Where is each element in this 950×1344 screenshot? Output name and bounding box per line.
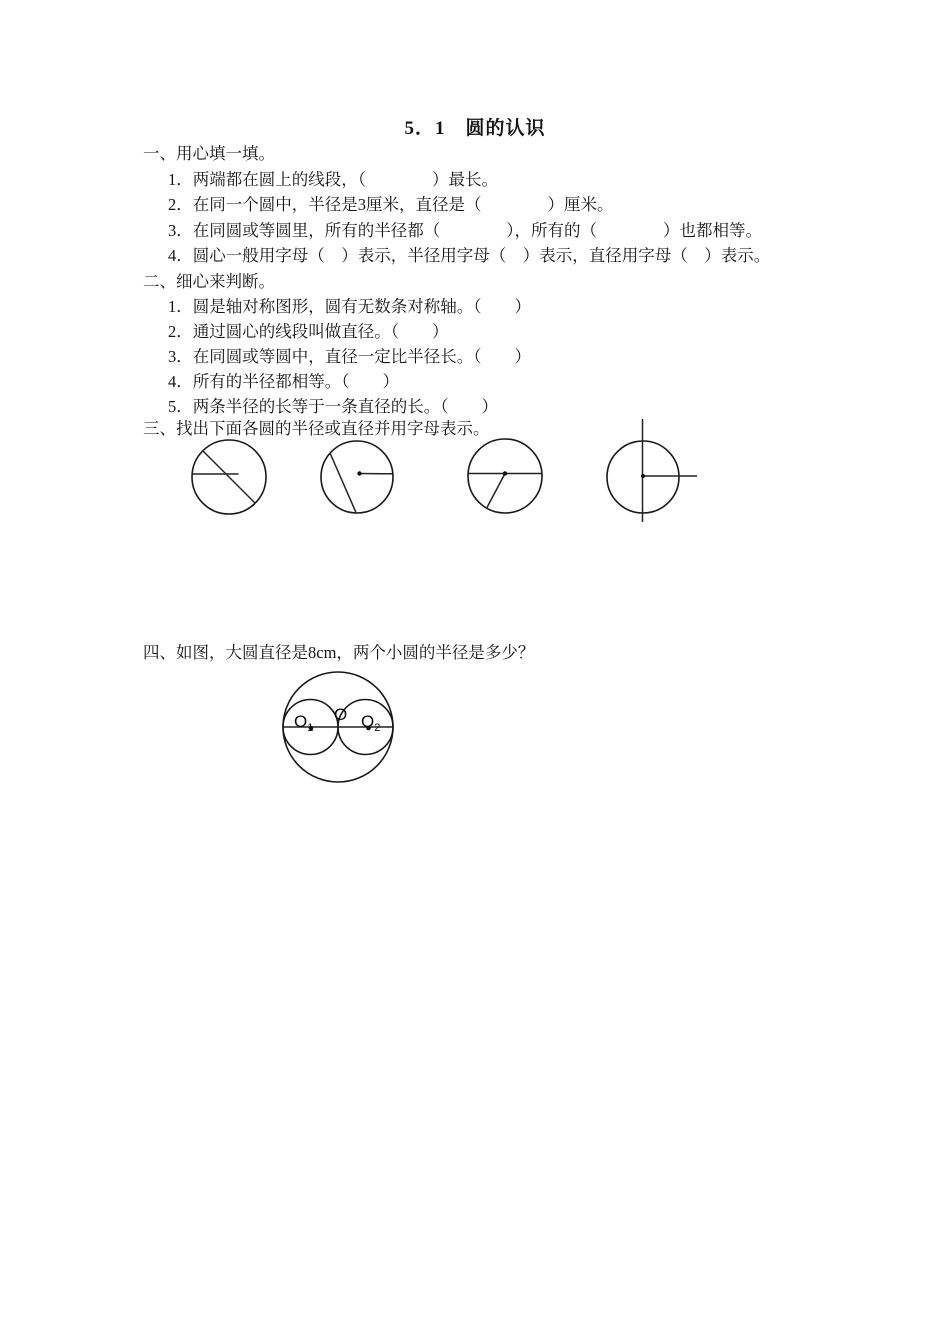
label-o1-base: O <box>294 712 308 731</box>
section-2-item-1: 1．圆是轴对称图形，圆有无数条对称轴。（ ） <box>168 297 531 316</box>
section-2-item-2: 2．通过圆心的线段叫做直径。（ ） <box>168 322 449 341</box>
label-o2 <box>361 712 380 734</box>
circle-3-center-dot <box>503 471 507 475</box>
section-2-item-3: 3．在同圆或等圆中，直径一定比半径长。（ ） <box>168 347 531 366</box>
circle-2-center-dot <box>357 471 361 475</box>
section-4-heading: 四、如图，大圆直径是8cm，两个小圆的半径是多少？ <box>143 643 535 662</box>
section-3-heading: 三、找出下面各圆的半径或直径并用字母表示。 <box>143 419 490 438</box>
label-o2-base: O <box>361 712 375 731</box>
circle-1-diameter-line <box>203 451 256 504</box>
section-2-heading: 二、细心来判断。 <box>143 272 275 291</box>
label-o2-subscript: 2 <box>374 722 381 734</box>
section-1-item-1: 1．两端都在圆上的线段，（ ）最长。 <box>168 170 498 189</box>
circle-3-radius-line <box>487 474 505 508</box>
section-1-item-2: 2．在同一个圆中，半径是3厘米，直径是（ ）厘米。 <box>168 195 614 214</box>
section-2-item-5: 5．两条半径的长等于一条直径的长。（ ） <box>168 397 498 416</box>
section-3-circles-figure <box>0 410 950 560</box>
circle-4-center-dot <box>641 474 645 478</box>
page-title: 5．1 圆的认识 <box>404 118 546 139</box>
label-o1 <box>294 712 313 734</box>
section-4-tangent-circles-figure <box>0 660 950 800</box>
section-2-item-4: 4．所有的半径都相等。（ ） <box>168 372 399 391</box>
circle-3-outline <box>468 439 542 513</box>
circle-2-outline <box>321 441 393 513</box>
label-o1-subscript: 1 <box>307 722 314 734</box>
section-1-item-4: 4．圆心一般用字母（ ）表示，半径用字母（ ）表示，直径用字母（ ）表示。 <box>168 246 771 265</box>
section-1-heading: 一、用心填一填。 <box>143 144 275 163</box>
section-1-item-3: 3．在同圆或等圆里，所有的半径都（ ），所有的（ ）也都相等。 <box>168 221 762 240</box>
label-o: O <box>334 705 348 724</box>
